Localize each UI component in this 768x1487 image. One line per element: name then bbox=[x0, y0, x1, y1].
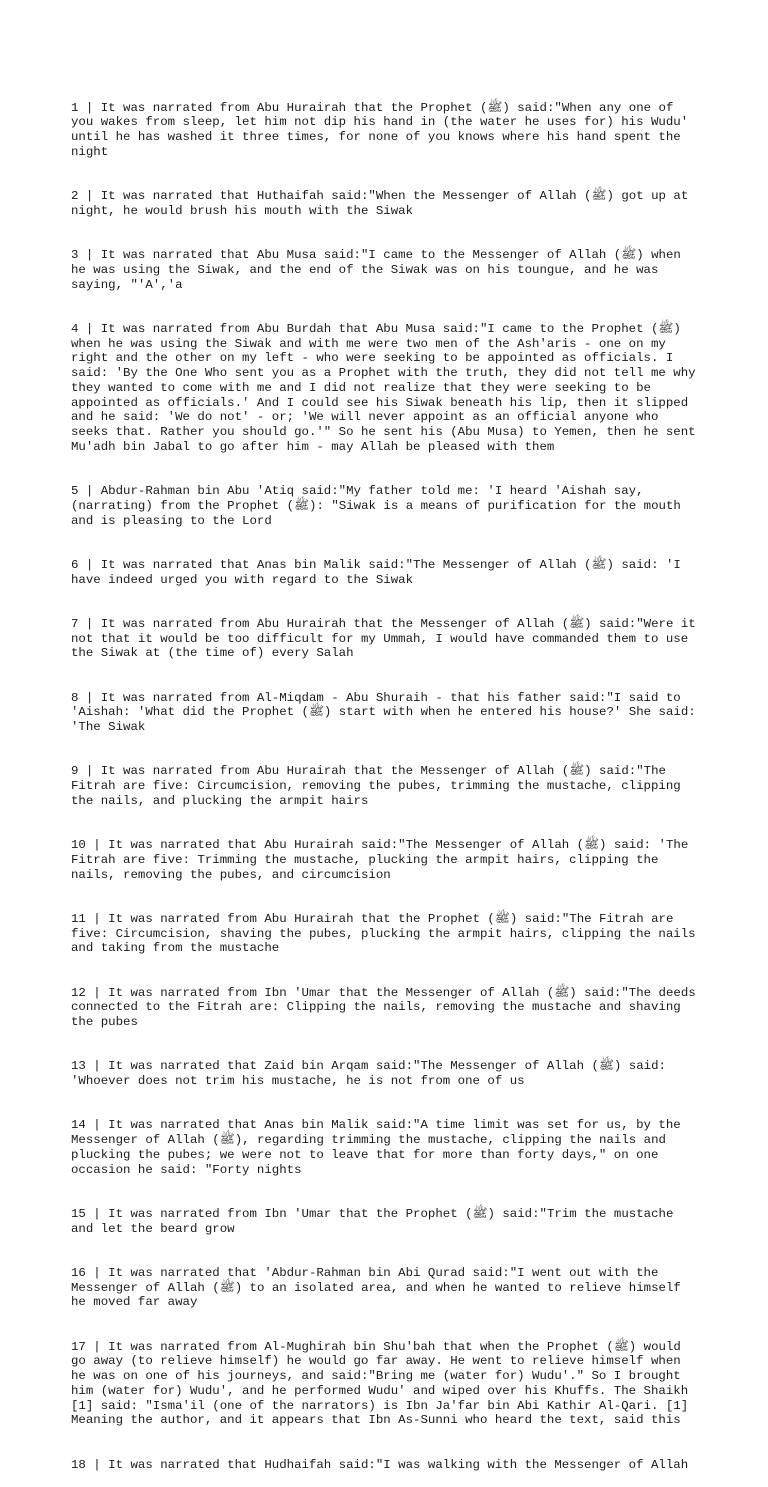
hadith-entry-14: 14 | It was narrated that Anas bin Malik said:"A time limit was set for us, by the Messenger of Allah (ﷺ), regarding trimming the mustache, clipping the nails and plucking the pubes; we were not to leave that for more than forty days," on one occasion he said: "Forty nights bbox=[71, 1118, 689, 1177]
hadith-entry-18: 18 | It was narrated that Hudhaifah said:"I was walking with the Messenger of Allah bbox=[71, 1457, 689, 1472]
hadith-entry-1: 1 | It was narrated from Abu Hurairah that the Prophet (ﷺ) said:"When any one of you wakes from sleep, let him not dip his hand in (the water he uses for) his Wudu' until he has washed it three times, for none of you knows where his hand spent the night bbox=[71, 100, 696, 159]
hadith-entry-17: 17 | It was narrated from Al-Mughirah bin Shu'bah that when the Prophet (ﷺ) would go away (to relieve himself) he would go far away. He went to relieve himself when he was on one of his journeys, and said:"Bring me (water for) Wudu'." So I brought him (water for) Wudu', and he performed Wudu' and wiped over his Khuffs. The Shaikh [1] said: "Isma'il (one of the narrators) is Ibn Ja'far bin Abi Kathir Al-Qari. [1] Meaning the author, and it appears that Ibn As-Sunni who heard the text, said this bbox=[71, 1339, 696, 1428]
document-body bbox=[71, 71, 704, 1487]
hadith-entry-4: 4 | It was narrated from Abu Burdah that Abu Musa said:"I came to the Prophet (ﷺ) when he was using the Siwak and with me were two men of the Ash'aris - one on my right and the other on my left - who were seeking to be appointed as officials. I said: 'By the One Who sent you as a Prophet with the truth, they did not tell me why they wanted to come with me and I did not realize that they were seeking to be appointed as officials.' And I could see his Siwak beneath his lip, then it slipped and he said: 'We do not' - or; 'We will never appoint as an official anyone who seeks that. Rather you should go.'" So he sent his (Abu Musa) to Yemen, then he sent Mu'adh bin Jabal to go after him - may Allah be pleased with them bbox=[71, 321, 704, 454]
hadith-entry-7: 7 | It was narrated from Abu Hurairah that the Messenger of Allah (ﷺ) said:"Were it not that it would be too difficult for my Ummah, I would have commanded them to use the Siwak at (the time of) every Salah bbox=[71, 616, 704, 661]
hadith-entry-10: 10 | It was narrated that Abu Hurairah said:"The Messenger of Allah (ﷺ) said: 'The Fitrah are five: Trimming the mustache, plucking the armpit hairs, clipping the nails, removing the pubes, and circumcision bbox=[71, 838, 696, 882]
hadith-entry-6: 6 | It was narrated that Anas bin Malik said:"The Messenger of Allah (ﷺ) said: 'I have indeed urged you with regard to the Siwak bbox=[71, 557, 689, 587]
hadith-entry-9: 9 | It was narrated from Abu Hurairah that the Messenger of Allah (ﷺ) said:"The Fitrah are five: Circumcision, removing the pubes, trimming the mustache, clipping the nails, and plucking the armpit hairs bbox=[71, 764, 689, 808]
hadith-entry-3: 3 | It was narrated that Abu Musa said:"I came to the Messenger of Allah (ﷺ) when he was using the Siwak, and the end of the Siwak was on his toungue, and he was saying, "'A','a bbox=[71, 248, 689, 292]
hadith-entry-12: 12 | It was narrated from Ibn 'Umar that the Messenger of Allah (ﷺ) said:"The deeds connected to the Fitrah are: Clipping the nails, removing the mustache and shaving the pubes bbox=[71, 985, 704, 1029]
hadith-entry-11: 11 | It was narrated from Abu Hurairah that the Prophet (ﷺ) said:"The Fitrah are five: Circumcision, shaving the pubes, plucking the armpit hairs, clipping the nails and taking from the mustache bbox=[71, 911, 704, 956]
hadith-entry-5: 5 | Abdur-Rahman bin Abu 'Atiq said:"My father told me: 'I heard 'Aishah say, (narrating) from the Prophet (ﷺ): "Siwak is a means of purification for the mouth and is pleasing to the Lord bbox=[71, 484, 689, 528]
hadith-entry-2: 2 | It was narrated that Huthaifah said:"When the Messenger of Allah (ﷺ) got up at night, he would brush his mouth with the Siwak bbox=[71, 189, 696, 218]
hadith-entry-15: 15 | It was narrated from Ibn 'Umar that the Prophet (ﷺ) said:"Trim the mustache and let the beard grow bbox=[71, 1206, 681, 1236]
hadith-entry-13: 13 | It was narrated that Zaid bin Arqam said:"The Messenger of Allah (ﷺ) said: 'Whoever does not trim his mustache, he is not from one of us bbox=[71, 1059, 674, 1088]
hadith-entry-16: 16 | It was narrated that 'Abdur-Rahman bin Abi Qurad said:"I went out with the Messenger of Allah (ﷺ) to an isolated area, and when he wanted to relieve himself he moved far away bbox=[71, 1265, 689, 1310]
hadith-entry-8: 8 | It was narrated from Al-Miqdam - Abu Shuraih - that his father said:"I said to 'Aishah: 'What did the Prophet (ﷺ) start with when he entered his house?' She said: 'The Siwak bbox=[71, 690, 704, 734]
